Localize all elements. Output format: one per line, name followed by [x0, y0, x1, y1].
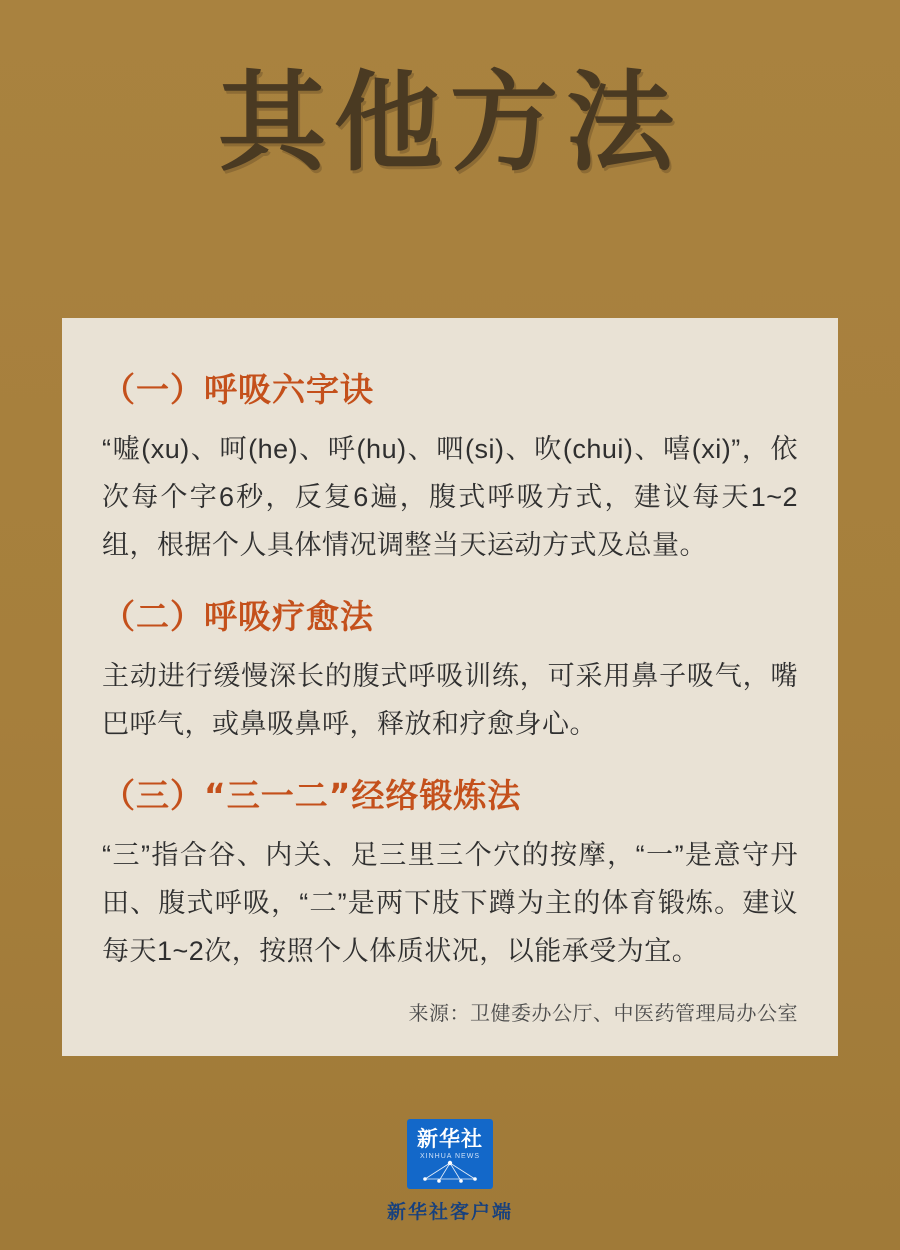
footer-label: 新华社客户端 — [386, 1202, 513, 1223]
logo-subtext: XINHUA NEWS — [419, 1153, 480, 1160]
section-three-heading: （三）“三一二”经络锻炼法 — [102, 776, 522, 816]
section-one — [102, 364, 798, 569]
section-one-body: “嘘(xu)、呵(he)、呼(hu)、呬(si)、吹(chui)、嘻(xi)”，依次每个字6秒，反复6遍，腹式呼吸方式，建议每天1~2组，根据个人具体情况调整当天运动方式及总量。 — [102, 434, 798, 561]
section-three — [102, 770, 798, 975]
section-two-body: 主动进行缓慢深长的腹式呼吸训练，可采用鼻子吸气，嘴巴呼气，或鼻吸鼻呼，释放和疗愈身心。 — [102, 661, 798, 740]
section-three-body: “三”指合谷、内关、足三里三个穴的按摩，“一”是意守丹田、腹式呼吸，“二”是两下肢下蹲为主的体育锻炼。建议每天1~2次，按照个人体质状况，以能承受为宜。 — [102, 840, 798, 967]
footer — [0, 1119, 900, 1224]
source-line: 来源：卫健委办公厅、中医药管理局办公室 — [408, 1003, 798, 1026]
section-one-heading: （一）呼吸六字诀 — [102, 370, 374, 409]
xinhua-logo-icon — [407, 1119, 493, 1189]
logo-network-dots-icon — [407, 1159, 493, 1185]
section-two-heading: （二）呼吸疗愈法 — [102, 597, 374, 637]
logo-text: 新华社 — [417, 1127, 483, 1151]
page-title: 其他方法 — [217, 61, 682, 186]
section-two — [102, 591, 798, 748]
content-card — [62, 318, 838, 1056]
